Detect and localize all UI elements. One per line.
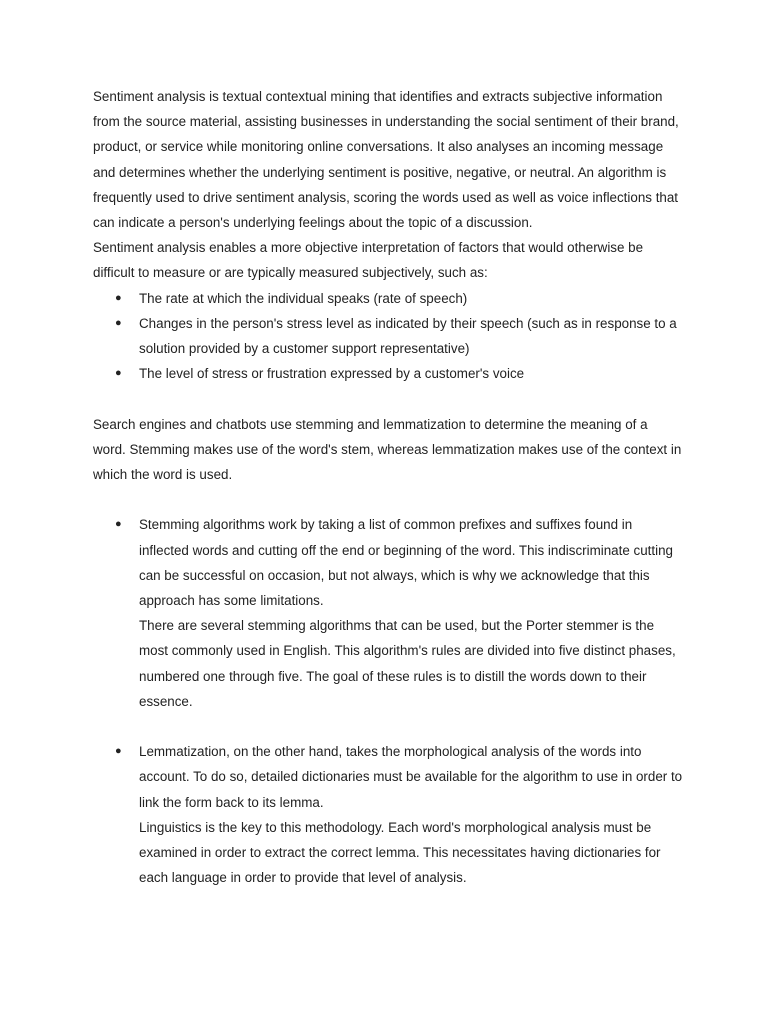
list-item — [93, 361, 683, 386]
bullet-icon: ● — [115, 367, 122, 380]
list-item-text: The level of stress or frustration expressed by a customer's voice — [139, 366, 525, 382]
stemming-text-2: There are several stemming algorithms that can be used, but the Porter stemmer is the most commonly used in English. This algorithm's rules are divided into five distinct phases, numbered one through five. The goal of these rules is to distill the words down to their essence. — [139, 618, 676, 709]
lemmatization-list — [93, 739, 683, 890]
spacer — [93, 714, 683, 739]
bullet-icon: ● — [115, 745, 122, 758]
intro-paragraph-2: Sentiment analysis enables a more objective interpretation of factors that would otherwise be difficult to measure or are typically measured subjectively, such as: — [93, 240, 644, 281]
bullet-icon: ● — [115, 291, 122, 304]
list-item-lemmatization — [93, 739, 683, 890]
stemming-list — [93, 512, 683, 714]
intro-paragraph: Sentiment analysis is textual contextual mining that identifies and extracts subjective information from the source material, assisting businesses in understanding the social sentiment of their brand, product, or service while monitoring online conversations. It also analyses an incoming message and determines whether the underlying sentiment is positive, negative, or neutral. An algorithm is frequently used to drive sentiment analysis, scoring the words used as well as voice inflections that can indicate a person's underlying feelings about the topic of a discussion. — [93, 89, 679, 231]
list-item-stemming — [93, 512, 683, 714]
document-page — [93, 84, 683, 890]
list-item-text: Changes in the person's stress level as indicated by their speech (such as in response to a solution provided by a customer support representative) — [139, 315, 677, 357]
bullet-icon: ● — [115, 518, 122, 531]
spacer — [93, 487, 683, 512]
list-item-text: The rate at which the individual speaks (rate of speech) — [139, 290, 468, 306]
search-paragraph: Search engines and chatbots use stemming and lemmatization to determine the meaning of a word. Stemming makes use of the word's stem, whereas lemmatization makes use of the context in which the word is used. — [93, 416, 682, 483]
bullet-icon: ● — [115, 316, 122, 329]
spacer — [93, 386, 683, 411]
stemming-text-1: Stemming algorithms work by taking a list of common prefixes and suffixes found in inflected words and cutting off the end or beginning of the word. This indiscriminate cutting can be successful on occasion, but not always, which is why we acknowledge that this approach has some limitations. — [139, 517, 673, 609]
sentiment-factors-list — [93, 286, 683, 387]
list-item — [93, 311, 683, 361]
list-item — [93, 286, 683, 311]
lemmatization-text-1: Lemmatization, on the other hand, takes the morphological analysis of the words into account. To do so, detailed dictionaries must be available for the algorithm to use in order to link the form back to its lemma. — [139, 744, 683, 810]
lemmatization-text-2: Linguistics is the key to this methodology. Each word's morphological analysis must be examined in order to extract the correct lemma. This necessitates having dictionaries for each language in order to provide that level of analysis. — [139, 819, 661, 886]
